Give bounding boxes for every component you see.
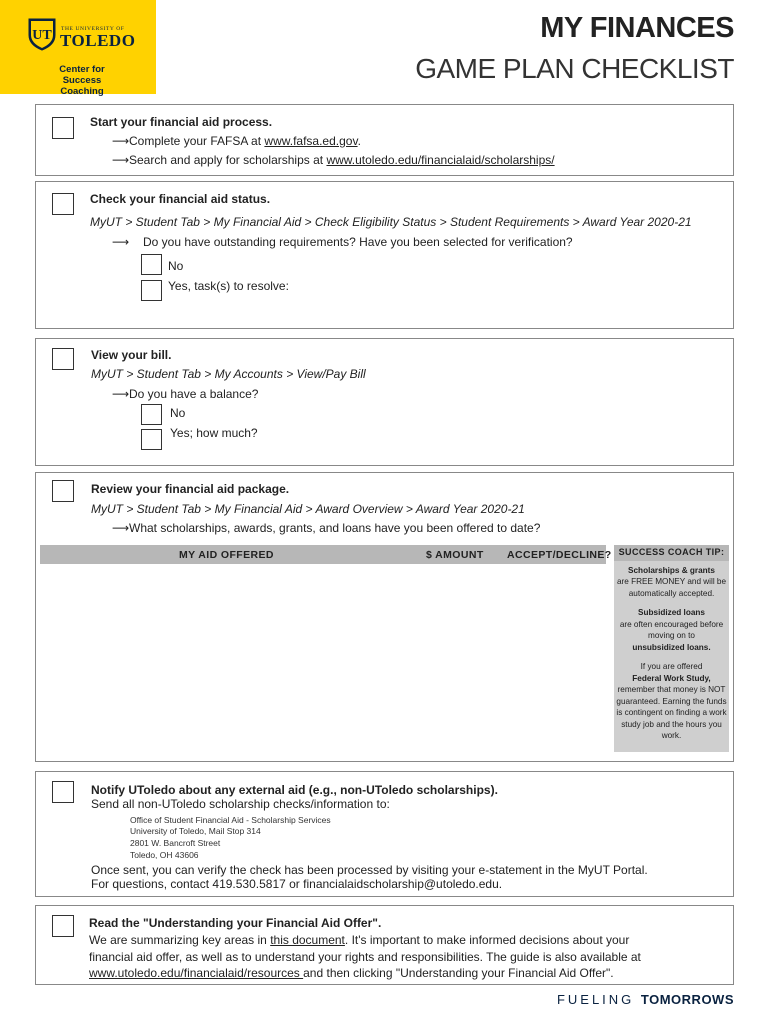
section-title: Notify UToledo about any external aid (e.g., non-UToledo scholarships).: [91, 783, 498, 797]
checkbox-requirements-yes[interactable]: [141, 280, 162, 301]
section-title: Check your financial aid status.: [90, 192, 271, 206]
checkbox-start-process[interactable]: [52, 117, 74, 139]
aid-table-header: [40, 545, 612, 564]
checkbox-external-aid[interactable]: [52, 781, 74, 803]
university-small-label: THE UNIVERSITY OF: [61, 26, 125, 32]
question: Do you have outstanding requirements? Have you been selected for verification?: [143, 235, 573, 249]
arrow-icon: ⟶: [112, 387, 130, 401]
arrow-icon: ⟶: [112, 521, 130, 535]
tip-scholarships-bold: Scholarships & grants: [628, 565, 715, 575]
footer-tagline: [557, 992, 734, 1007]
arrow-icon: ⟶: [112, 134, 130, 148]
page-subtitle: GAME PLAN CHECKLIST: [415, 53, 734, 84]
checkbox-aid-package[interactable]: [52, 480, 74, 502]
arrow-icon: ⟶: [112, 235, 130, 249]
column-aid-offered: MY AID OFFERED: [179, 549, 274, 561]
university-name: TOLEDO: [60, 31, 136, 50]
document-link[interactable]: this document: [270, 933, 345, 947]
tip-unsubsidized-bold: unsubsidized loans.: [632, 642, 711, 652]
send-instructions: Send all non-UToledo scholarship checks/information to:: [91, 797, 390, 811]
summary-line-3: www.utoledo.edu/financialaid/resources and then clicking "Understanding your Financial Aid Offer".: [89, 966, 614, 980]
checkbox-requirements-no[interactable]: [141, 254, 162, 275]
checkbox-balance-yes[interactable]: [141, 429, 162, 450]
summary-line-1: We are summarizing key areas in this document. It's important to make informed decisions about your: [89, 933, 630, 947]
scholarships-line: Search and apply for scholarships at www.utoledo.edu/financialaid/scholarships/: [129, 153, 555, 167]
fafsa-line: Complete your FAFSA at www.fafsa.ed.gov.: [129, 134, 361, 148]
section-title: View your bill.: [91, 348, 172, 362]
shield-text: UT: [32, 28, 52, 43]
footer-word-2: TOMORROWS: [640, 992, 734, 1007]
arrow-icon: ⟶: [112, 153, 130, 167]
summary-line-2: financial aid offer, as well as to understand your rights and responsibilities. The guide is also available at: [89, 950, 641, 964]
fafsa-link[interactable]: www.fafsa.ed.gov: [264, 134, 358, 148]
option-yes-label: Yes; how much?: [170, 426, 258, 440]
section-title: Start your financial aid process.: [90, 115, 273, 129]
center-name: Center for Success Coaching: [59, 64, 105, 97]
scholarships-link[interactable]: www.utoledo.edu/financialaid/scholarships/: [326, 153, 555, 167]
ut-shield-icon: [27, 17, 57, 51]
contact-line: For questions, contact 419.530.5817 or financialaidscholarship@utoledo.edu.: [91, 877, 503, 891]
tip-heading: SUCCESS COACH TIP:: [614, 545, 729, 561]
address-line: Office of Student Financial Aid - Scholarship Services: [130, 815, 331, 825]
address-line: University of Toledo, Mail Stop 314: [130, 826, 261, 836]
checkbox-view-bill[interactable]: [52, 348, 74, 370]
tip-work-study-bold: Federal Work Study,: [632, 673, 711, 683]
option-no-label: No: [170, 406, 186, 420]
verify-line: Once sent, you can verify the check has been processed by visiting your e-statement in the MyUT Portal.: [91, 863, 648, 877]
tip-subsidized-text: are often encouraged before moving on to: [619, 619, 724, 640]
tip-scholarships-text: are FREE MONEY and will be automatically accepted.: [616, 577, 727, 598]
address-line: Toledo, OH 43606: [130, 850, 199, 860]
checkbox-understanding-offer[interactable]: [52, 915, 74, 937]
column-amount: $ AMOUNT: [426, 549, 484, 561]
page-title: MY FINANCES: [540, 12, 734, 44]
address-line: 2801 W. Bancroft Street: [130, 838, 221, 848]
checkbox-balance-no[interactable]: [141, 404, 162, 425]
university-logo: [0, 0, 156, 97]
navigation-path: MyUT > Student Tab > My Financial Aid > Check Eligibility Status > Student Requirements > Award Year 2020-21: [90, 215, 692, 229]
option-yes-label: Yes, task(s) to resolve:: [168, 279, 289, 293]
column-accept-decline: ACCEPT/DECLINE?: [507, 549, 612, 561]
question: Do you have a balance?: [129, 387, 259, 401]
footer-word-1: FUELING: [556, 992, 635, 1007]
tip-work-study-text: remember that money is NOT guaranteed. Earning the funds is contingent on finding a work study job and the hours you work.: [616, 685, 727, 740]
success-coach-tip: [614, 545, 729, 752]
option-no-label: No: [168, 259, 184, 273]
section-title: Read the "Understanding your Financial Aid Offer".: [89, 916, 382, 930]
tip-work-study-intro: If you are offered: [640, 662, 703, 671]
question: What scholarships, awards, grants, and loans have you been offered to date?: [129, 521, 541, 535]
resources-link[interactable]: www.utoledo.edu/financialaid/resources: [89, 966, 304, 980]
navigation-path: MyUT > Student Tab > My Financial Aid > Award Overview > Award Year 2020-21: [91, 502, 525, 516]
section-title: Review your financial aid package.: [91, 482, 290, 496]
tip-subsidized-bold: Subsidized loans: [638, 608, 705, 617]
checkbox-aid-status[interactable]: [52, 193, 74, 215]
navigation-path: MyUT > Student Tab > My Accounts > View/Pay Bill: [91, 367, 366, 381]
